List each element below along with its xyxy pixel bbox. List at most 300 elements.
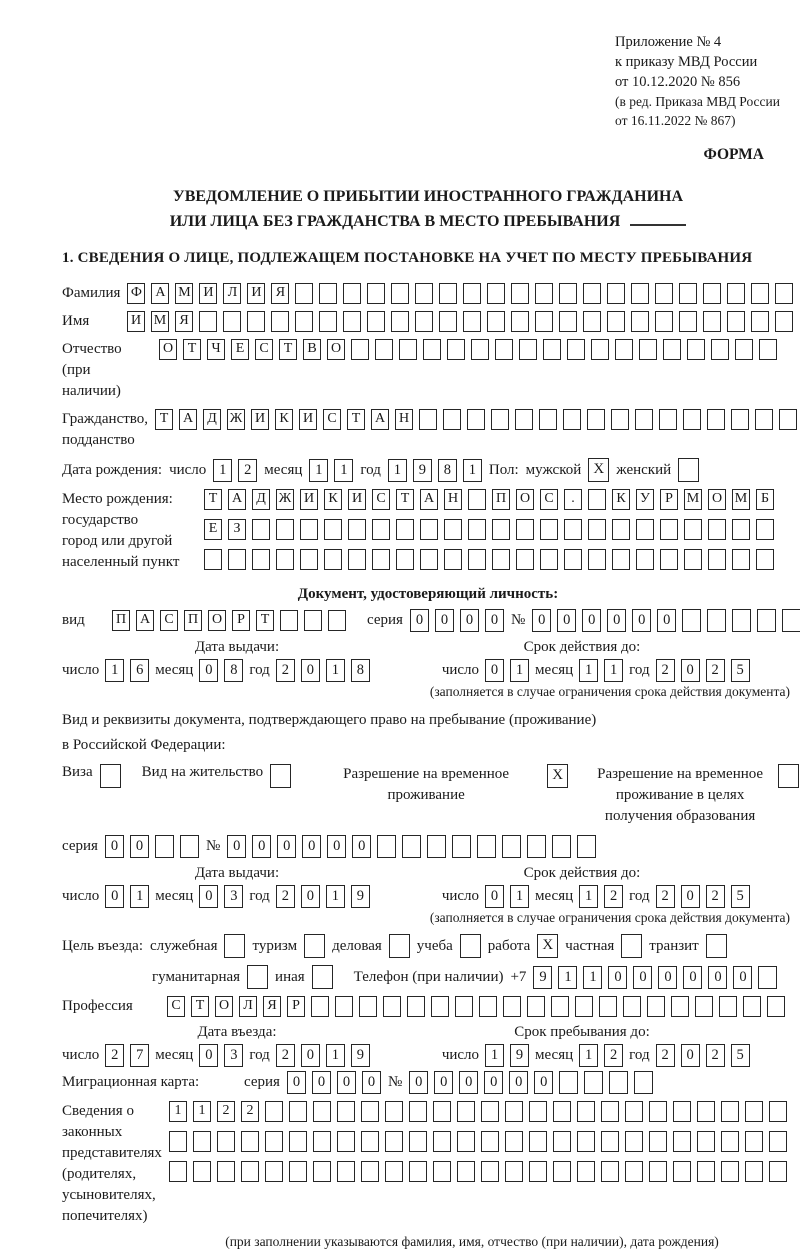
char-cell[interactable]: 0 <box>130 835 149 858</box>
char-cell[interactable]: А <box>151 283 169 304</box>
char-cell[interactable]: 0 <box>485 609 504 632</box>
char-cell[interactable] <box>635 409 653 430</box>
char-cell[interactable]: С <box>540 489 558 510</box>
char-cell[interactable]: 1 <box>579 1044 598 1067</box>
char-cell[interactable] <box>759 339 777 360</box>
char-cell[interactable] <box>711 339 729 360</box>
char-cell[interactable] <box>745 1131 763 1152</box>
char-cell[interactable] <box>443 409 461 430</box>
char-cell[interactable]: А <box>420 489 438 510</box>
char-cell[interactable]: Р <box>660 489 678 510</box>
char-cell[interactable] <box>684 549 702 570</box>
char-cell[interactable]: 0 <box>301 659 320 682</box>
char-cell[interactable]: 9 <box>533 966 552 989</box>
char-cell[interactable]: 1 <box>463 459 482 482</box>
char-cell[interactable]: 0 <box>301 1044 320 1067</box>
char-cell[interactable]: О <box>327 339 345 360</box>
char-cell[interactable] <box>732 549 750 570</box>
char-cell[interactable] <box>697 1101 715 1122</box>
char-cell[interactable] <box>439 311 457 332</box>
char-cell[interactable] <box>155 835 174 858</box>
char-cell[interactable]: 1 <box>510 659 529 682</box>
char-cell[interactable]: О <box>516 489 534 510</box>
char-cell[interactable]: Т <box>279 339 297 360</box>
char-cell[interactable] <box>567 339 585 360</box>
char-cell[interactable] <box>584 1071 603 1094</box>
char-cell[interactable]: Л <box>239 996 257 1017</box>
char-cell[interactable]: 2 <box>241 1101 259 1122</box>
char-cell[interactable]: С <box>160 610 178 631</box>
char-cell[interactable] <box>758 966 777 989</box>
char-cell[interactable]: 2 <box>105 1044 124 1067</box>
char-cell[interactable]: М <box>684 489 702 510</box>
char-cell[interactable] <box>625 1131 643 1152</box>
purpose-transit-checkbox[interactable] <box>706 934 727 958</box>
char-cell[interactable]: 0 <box>287 1071 306 1094</box>
char-cell[interactable] <box>727 283 745 304</box>
rvp-checkbox[interactable]: X <box>547 764 568 788</box>
char-cell[interactable]: 1 <box>169 1101 187 1122</box>
char-cell[interactable] <box>265 1161 283 1182</box>
char-cell[interactable]: Т <box>347 409 365 430</box>
char-cell[interactable]: 9 <box>510 1044 529 1067</box>
char-cell[interactable] <box>193 1161 211 1182</box>
char-cell[interactable]: 1 <box>485 1044 504 1067</box>
char-cell[interactable] <box>601 1131 619 1152</box>
char-cell[interactable]: Т <box>191 996 209 1017</box>
char-cell[interactable]: Е <box>231 339 249 360</box>
char-cell[interactable] <box>601 1101 619 1122</box>
char-cell[interactable] <box>503 996 521 1017</box>
char-cell[interactable]: 5 <box>731 659 750 682</box>
purpose-tourism-checkbox[interactable] <box>304 934 325 958</box>
char-cell[interactable] <box>399 339 417 360</box>
char-cell[interactable] <box>559 311 577 332</box>
char-cell[interactable]: 2 <box>656 659 675 682</box>
char-cell[interactable] <box>396 519 414 540</box>
purpose-business-checkbox[interactable] <box>389 934 410 958</box>
char-cell[interactable] <box>601 1161 619 1182</box>
char-cell[interactable] <box>647 996 665 1017</box>
char-cell[interactable]: 0 <box>681 659 700 682</box>
char-cell[interactable]: К <box>275 409 293 430</box>
char-cell[interactable] <box>439 283 457 304</box>
char-cell[interactable] <box>607 283 625 304</box>
char-cell[interactable]: 0 <box>409 1071 428 1094</box>
char-cell[interactable]: 1 <box>604 659 623 682</box>
char-cell[interactable]: О <box>208 610 226 631</box>
char-cell[interactable]: Т <box>183 339 201 360</box>
char-cell[interactable] <box>516 549 534 570</box>
char-cell[interactable]: Л <box>223 283 241 304</box>
char-cell[interactable]: С <box>167 996 185 1017</box>
char-cell[interactable] <box>775 311 793 332</box>
char-cell[interactable] <box>587 409 605 430</box>
char-cell[interactable] <box>193 1131 211 1152</box>
char-cell[interactable] <box>551 996 569 1017</box>
char-cell[interactable] <box>304 610 322 631</box>
char-cell[interactable]: 1 <box>579 659 598 682</box>
char-cell[interactable] <box>745 1161 763 1182</box>
char-cell[interactable] <box>529 1131 547 1152</box>
char-cell[interactable]: 0 <box>352 835 371 858</box>
char-cell[interactable] <box>423 339 441 360</box>
char-cell[interactable]: 0 <box>607 609 626 632</box>
char-cell[interactable] <box>721 1101 739 1122</box>
char-cell[interactable] <box>649 1161 667 1182</box>
char-cell[interactable]: Т <box>204 489 222 510</box>
char-cell[interactable]: 7 <box>130 1044 149 1067</box>
char-cell[interactable] <box>684 519 702 540</box>
char-cell[interactable]: Р <box>232 610 250 631</box>
char-cell[interactable] <box>663 339 681 360</box>
char-cell[interactable]: 0 <box>484 1071 503 1094</box>
char-cell[interactable]: М <box>151 311 169 332</box>
char-cell[interactable] <box>540 549 558 570</box>
char-cell[interactable] <box>492 519 510 540</box>
rvp-education-checkbox[interactable] <box>778 764 799 788</box>
char-cell[interactable] <box>313 1161 331 1182</box>
char-cell[interactable]: 0 <box>633 966 652 989</box>
char-cell[interactable] <box>588 549 606 570</box>
char-cell[interactable] <box>751 311 769 332</box>
char-cell[interactable] <box>697 1161 715 1182</box>
char-cell[interactable] <box>276 519 294 540</box>
char-cell[interactable] <box>559 1071 578 1094</box>
char-cell[interactable] <box>767 996 785 1017</box>
char-cell[interactable] <box>671 996 689 1017</box>
char-cell[interactable]: 0 <box>683 966 702 989</box>
char-cell[interactable] <box>611 409 629 430</box>
char-cell[interactable] <box>391 311 409 332</box>
purpose-official-checkbox[interactable] <box>224 934 245 958</box>
char-cell[interactable] <box>577 835 596 858</box>
char-cell[interactable]: А <box>228 489 246 510</box>
char-cell[interactable]: Д <box>252 489 270 510</box>
char-cell[interactable] <box>588 519 606 540</box>
char-cell[interactable] <box>708 549 726 570</box>
char-cell[interactable] <box>468 519 486 540</box>
char-cell[interactable]: 2 <box>238 459 257 482</box>
char-cell[interactable]: 0 <box>410 609 429 632</box>
char-cell[interactable] <box>529 1161 547 1182</box>
char-cell[interactable]: 0 <box>199 885 218 908</box>
char-cell[interactable]: 2 <box>706 885 725 908</box>
char-cell[interactable] <box>577 1131 595 1152</box>
char-cell[interactable]: 1 <box>193 1101 211 1122</box>
char-cell[interactable] <box>639 339 657 360</box>
char-cell[interactable]: 0 <box>460 609 479 632</box>
char-cell[interactable]: 0 <box>312 1071 331 1094</box>
char-cell[interactable] <box>217 1161 235 1182</box>
char-cell[interactable] <box>563 409 581 430</box>
char-cell[interactable]: О <box>159 339 177 360</box>
char-cell[interactable]: 0 <box>301 885 320 908</box>
char-cell[interactable]: В <box>303 339 321 360</box>
char-cell[interactable] <box>241 1161 259 1182</box>
char-cell[interactable] <box>679 311 697 332</box>
char-cell[interactable]: И <box>247 283 265 304</box>
char-cell[interactable]: П <box>184 610 202 631</box>
char-cell[interactable] <box>719 996 737 1017</box>
char-cell[interactable]: 0 <box>532 609 551 632</box>
char-cell[interactable] <box>457 1161 475 1182</box>
char-cell[interactable]: 0 <box>362 1071 381 1094</box>
char-cell[interactable] <box>452 835 471 858</box>
char-cell[interactable]: 0 <box>657 609 676 632</box>
char-cell[interactable] <box>615 339 633 360</box>
char-cell[interactable] <box>564 549 582 570</box>
char-cell[interactable] <box>492 549 510 570</box>
char-cell[interactable] <box>655 283 673 304</box>
char-cell[interactable]: 9 <box>351 1044 370 1067</box>
char-cell[interactable] <box>679 283 697 304</box>
char-cell[interactable] <box>527 835 546 858</box>
char-cell[interactable] <box>535 283 553 304</box>
char-cell[interactable] <box>402 835 421 858</box>
char-cell[interactable]: 1 <box>583 966 602 989</box>
char-cell[interactable] <box>427 835 446 858</box>
char-cell[interactable] <box>419 409 437 430</box>
char-cell[interactable] <box>612 549 630 570</box>
char-cell[interactable] <box>505 1161 523 1182</box>
char-cell[interactable]: 1 <box>326 659 345 682</box>
char-cell[interactable] <box>468 489 486 510</box>
char-cell[interactable] <box>199 311 217 332</box>
char-cell[interactable]: 8 <box>438 459 457 482</box>
char-cell[interactable] <box>463 283 481 304</box>
char-cell[interactable] <box>265 1101 283 1122</box>
char-cell[interactable] <box>383 996 401 1017</box>
char-cell[interactable]: 0 <box>277 835 296 858</box>
char-cell[interactable]: Н <box>444 489 462 510</box>
char-cell[interactable] <box>511 311 529 332</box>
char-cell[interactable] <box>743 996 761 1017</box>
char-cell[interactable] <box>313 1131 331 1152</box>
char-cell[interactable] <box>372 549 390 570</box>
char-cell[interactable] <box>467 409 485 430</box>
char-cell[interactable]: А <box>179 409 197 430</box>
char-cell[interactable] <box>782 609 800 632</box>
char-cell[interactable] <box>415 311 433 332</box>
char-cell[interactable] <box>367 311 385 332</box>
residence-permit-checkbox[interactable] <box>270 764 291 788</box>
char-cell[interactable] <box>721 1131 739 1152</box>
char-cell[interactable]: Н <box>395 409 413 430</box>
char-cell[interactable] <box>491 409 509 430</box>
char-cell[interactable] <box>204 549 222 570</box>
char-cell[interactable]: И <box>127 311 145 332</box>
char-cell[interactable] <box>313 1101 331 1122</box>
char-cell[interactable]: 0 <box>337 1071 356 1094</box>
char-cell[interactable] <box>649 1101 667 1122</box>
char-cell[interactable] <box>289 1101 307 1122</box>
char-cell[interactable]: 0 <box>327 835 346 858</box>
char-cell[interactable] <box>463 311 481 332</box>
char-cell[interactable] <box>252 519 270 540</box>
char-cell[interactable] <box>481 1131 499 1152</box>
char-cell[interactable] <box>564 519 582 540</box>
char-cell[interactable]: А <box>371 409 389 430</box>
char-cell[interactable]: 0 <box>658 966 677 989</box>
char-cell[interactable]: 0 <box>485 885 504 908</box>
char-cell[interactable] <box>673 1101 691 1122</box>
char-cell[interactable] <box>289 1131 307 1152</box>
char-cell[interactable]: 3 <box>224 885 243 908</box>
char-cell[interactable]: Я <box>175 311 193 332</box>
char-cell[interactable] <box>607 311 625 332</box>
char-cell[interactable] <box>348 519 366 540</box>
char-cell[interactable] <box>731 409 749 430</box>
char-cell[interactable] <box>319 311 337 332</box>
char-cell[interactable] <box>407 996 425 1017</box>
char-cell[interactable] <box>431 996 449 1017</box>
char-cell[interactable] <box>276 549 294 570</box>
char-cell[interactable] <box>481 1101 499 1122</box>
char-cell[interactable] <box>649 1131 667 1152</box>
char-cell[interactable] <box>583 311 601 332</box>
char-cell[interactable]: К <box>612 489 630 510</box>
char-cell[interactable] <box>444 519 462 540</box>
char-cell[interactable]: 2 <box>217 1101 235 1122</box>
char-cell[interactable]: И <box>299 409 317 430</box>
char-cell[interactable]: 2 <box>276 659 295 682</box>
char-cell[interactable] <box>683 409 701 430</box>
char-cell[interactable] <box>300 519 318 540</box>
char-cell[interactable] <box>769 1101 787 1122</box>
char-cell[interactable] <box>409 1161 427 1182</box>
char-cell[interactable] <box>241 1131 259 1152</box>
char-cell[interactable] <box>351 339 369 360</box>
char-cell[interactable]: И <box>199 283 217 304</box>
char-cell[interactable] <box>420 549 438 570</box>
char-cell[interactable]: И <box>300 489 318 510</box>
char-cell[interactable] <box>471 339 489 360</box>
char-cell[interactable] <box>311 996 329 1017</box>
char-cell[interactable]: 0 <box>632 609 651 632</box>
char-cell[interactable]: 1 <box>105 659 124 682</box>
char-cell[interactable] <box>697 1131 715 1152</box>
char-cell[interactable] <box>631 283 649 304</box>
char-cell[interactable] <box>529 1101 547 1122</box>
char-cell[interactable] <box>769 1131 787 1152</box>
char-cell[interactable] <box>455 996 473 1017</box>
char-cell[interactable] <box>348 549 366 570</box>
char-cell[interactable] <box>479 996 497 1017</box>
char-cell[interactable] <box>265 1131 283 1152</box>
char-cell[interactable]: 2 <box>656 885 675 908</box>
char-cell[interactable] <box>433 1131 451 1152</box>
char-cell[interactable]: 5 <box>731 885 750 908</box>
purpose-other-checkbox[interactable] <box>312 965 333 989</box>
char-cell[interactable]: 0 <box>302 835 321 858</box>
char-cell[interactable]: 1 <box>510 885 529 908</box>
char-cell[interactable] <box>519 339 537 360</box>
char-cell[interactable] <box>769 1161 787 1182</box>
char-cell[interactable]: 2 <box>276 1044 295 1067</box>
char-cell[interactable] <box>505 1101 523 1122</box>
char-cell[interactable] <box>695 996 713 1017</box>
char-cell[interactable]: 1 <box>309 459 328 482</box>
char-cell[interactable]: 0 <box>252 835 271 858</box>
char-cell[interactable] <box>553 1131 571 1152</box>
char-cell[interactable] <box>361 1161 379 1182</box>
char-cell[interactable] <box>169 1161 187 1182</box>
char-cell[interactable]: И <box>251 409 269 430</box>
char-cell[interactable] <box>708 519 726 540</box>
char-cell[interactable] <box>775 283 793 304</box>
char-cell[interactable] <box>328 610 346 631</box>
char-cell[interactable] <box>732 519 750 540</box>
char-cell[interactable]: Б <box>756 489 774 510</box>
char-cell[interactable] <box>319 283 337 304</box>
char-cell[interactable]: 8 <box>224 659 243 682</box>
char-cell[interactable] <box>687 339 705 360</box>
char-cell[interactable] <box>217 1131 235 1152</box>
char-cell[interactable] <box>457 1101 475 1122</box>
char-cell[interactable] <box>372 519 390 540</box>
char-cell[interactable] <box>433 1101 451 1122</box>
char-cell[interactable]: Ч <box>207 339 225 360</box>
char-cell[interactable] <box>295 311 313 332</box>
char-cell[interactable] <box>468 549 486 570</box>
char-cell[interactable] <box>634 1071 653 1094</box>
char-cell[interactable] <box>247 311 265 332</box>
char-cell[interactable]: 5 <box>731 1044 750 1067</box>
char-cell[interactable] <box>324 519 342 540</box>
char-cell[interactable] <box>659 409 677 430</box>
char-cell[interactable]: Д <box>203 409 221 430</box>
char-cell[interactable] <box>682 609 701 632</box>
char-cell[interactable]: 2 <box>706 659 725 682</box>
char-cell[interactable] <box>735 339 753 360</box>
char-cell[interactable]: 0 <box>681 885 700 908</box>
char-cell[interactable] <box>757 609 776 632</box>
char-cell[interactable]: 1 <box>130 885 149 908</box>
char-cell[interactable] <box>599 996 617 1017</box>
char-cell[interactable] <box>337 1101 355 1122</box>
char-cell[interactable]: 0 <box>459 1071 478 1094</box>
char-cell[interactable] <box>625 1161 643 1182</box>
char-cell[interactable]: 6 <box>130 659 149 682</box>
char-cell[interactable] <box>169 1131 187 1152</box>
char-cell[interactable]: 0 <box>434 1071 453 1094</box>
purpose-private-checkbox[interactable] <box>621 934 642 958</box>
char-cell[interactable]: 1 <box>213 459 232 482</box>
char-cell[interactable]: 9 <box>351 885 370 908</box>
char-cell[interactable] <box>502 835 521 858</box>
char-cell[interactable] <box>487 311 505 332</box>
char-cell[interactable] <box>447 339 465 360</box>
char-cell[interactable] <box>660 549 678 570</box>
char-cell[interactable] <box>337 1131 355 1152</box>
char-cell[interactable] <box>636 519 654 540</box>
char-cell[interactable] <box>415 283 433 304</box>
char-cell[interactable]: 0 <box>105 885 124 908</box>
char-cell[interactable] <box>481 1161 499 1182</box>
char-cell[interactable] <box>745 1101 763 1122</box>
char-cell[interactable]: 0 <box>227 835 246 858</box>
char-cell[interactable]: К <box>324 489 342 510</box>
char-cell[interactable] <box>385 1131 403 1152</box>
purpose-humanitarian-checkbox[interactable] <box>247 965 268 989</box>
char-cell[interactable]: 0 <box>509 1071 528 1094</box>
char-cell[interactable] <box>396 549 414 570</box>
purpose-work-checkbox[interactable]: X <box>537 934 558 958</box>
char-cell[interactable]: А <box>136 610 154 631</box>
char-cell[interactable]: 2 <box>604 885 623 908</box>
char-cell[interactable] <box>289 1161 307 1182</box>
